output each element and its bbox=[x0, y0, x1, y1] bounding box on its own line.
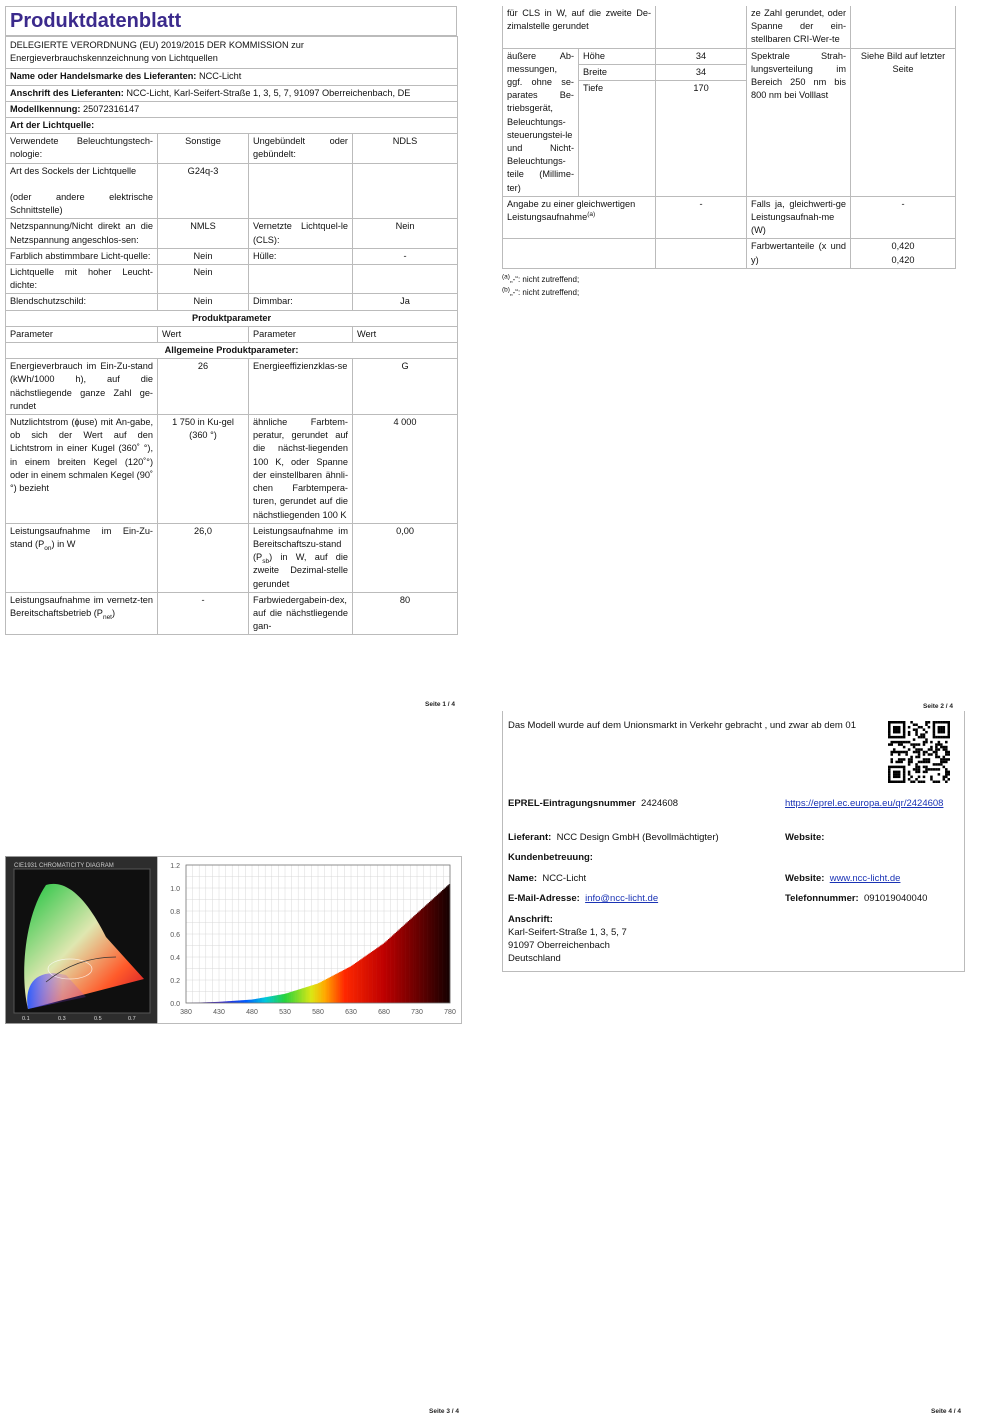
table-row: Lichtquelle mit hoher Leucht-dichte: Nein bbox=[6, 265, 458, 294]
column-header-row: Parameter Wert Parameter Wert bbox=[6, 326, 458, 342]
table-row: Angabe zu einer gleichwertigen Leistungsaufnahme$^{(a)}$ - Falls ja, gleichwerti-ge Leistungsaufnah-me (W) - bbox=[503, 196, 956, 239]
supplier-row: Lieferant: NCC Design GmbH (Bevollmächtigter) bbox=[508, 832, 719, 843]
phone-row: Telefonnummer: 091019040040 bbox=[785, 893, 928, 904]
x-tick-label: 480 bbox=[246, 1009, 258, 1016]
spectrum-chart bbox=[157, 856, 462, 1024]
regulation-text: DELEGIERTE VERORDNUNG (EU) 2019/2015 DER KOMMISSION zur Energieverbrauchskennzeichnung von Lichtquellen bbox=[6, 37, 458, 69]
website-link[interactable]: www.ncc-licht.de bbox=[829, 873, 901, 884]
page-2 bbox=[502, 6, 955, 299]
svg-text:0.5: 0.5 bbox=[94, 1016, 102, 1022]
page-number-3: Seite 3 / 4 bbox=[429, 1408, 459, 1415]
page-number-1: Seite 1 / 4 bbox=[425, 701, 455, 708]
qr-code[interactable] bbox=[888, 721, 950, 788]
footnote-b: $^{(b)}$„-“: nicht zutreffend; bbox=[502, 286, 580, 297]
table-row: Leistungsaufnahme im Ein-Zu-stand $(P_{on})$ in W 26,0 Leistungsaufnahme im Bereitschaftszu-stand $(P_{sb})$ in W, auf die zweite Dezimal-stelle gerundet 0,00 bbox=[6, 523, 458, 592]
x-tick-label: 630 bbox=[345, 1009, 357, 1016]
cie-title: CIE1931 CHROMATICITY DIAGRAM bbox=[14, 863, 114, 869]
contact-name-row: Name: NCC-Licht bbox=[508, 873, 587, 884]
spectrum-chart-svg bbox=[158, 857, 461, 1023]
svg-text:0.7: 0.7 bbox=[128, 1016, 136, 1022]
supplier-name-row: Name oder Handelsmarke des Lieferanten: NCC-Licht bbox=[6, 69, 458, 85]
contact-website-row: Website: www.ncc-licht.de bbox=[785, 873, 901, 884]
x-tick-label: 430 bbox=[213, 1009, 225, 1016]
supplier-table bbox=[5, 36, 458, 635]
y-tick-label: 0.6 bbox=[170, 932, 180, 939]
x-tick-label: 530 bbox=[279, 1009, 291, 1016]
page-1 bbox=[5, 6, 457, 635]
general-params-header: Allgemeine Produktparameter: bbox=[6, 343, 458, 359]
table-row: für CLS in W, auf die zweite De-zimalstelle gerundet ze Zahl gerundet, oder Spanne der ein-stellbaren CRI-Wer-te bbox=[503, 6, 956, 48]
email-link[interactable]: info@ncc-licht.de bbox=[585, 893, 659, 904]
eprel-link[interactable]: https://eprel.ec.europa.eu/qr/2424608 bbox=[785, 798, 944, 809]
params-table-continued bbox=[502, 6, 956, 269]
table-row: Tiefe 170 bbox=[503, 81, 956, 197]
svg-text:0.1: 0.1 bbox=[22, 1016, 30, 1022]
footnote-a: $^{(a)}$„-“: nicht zutreffend; bbox=[502, 273, 580, 284]
address-block: Anschrift: Karl-Seifert-Straße 1, 3, 5, 7 91097 Oberreichenbach Deutschland bbox=[508, 914, 627, 964]
x-tick-label: 780 bbox=[444, 1009, 456, 1016]
table-row: Energieverbrauch im Ein-Zu-stand (kWh/1000 h), auf die nächstliegende ganze Zahl ge-rundet 26 Energieeffizienzklas-se G bbox=[6, 359, 458, 415]
customer-service-label: Kundenbetreuung: bbox=[508, 852, 593, 863]
table-row: äußere Ab-messungen, ggf. ohne se-parates Be-triebsgerät, Beleuchtungs-steuerungstei-le und Nicht-Beleuchtungs-teile (Millime-ter) Höhe 34 Spektrale Strah-lungsverteilung im Bereich 250 nm bis 800 nm bei Volllast Siehe Bild auf letzter Seite bbox=[503, 48, 956, 64]
table-row: Verwendete Beleuchtungstech-nologie: Sonstige Ungebündelt oder gebündelt: NDLS bbox=[6, 134, 458, 163]
x-tick-label: 580 bbox=[312, 1009, 324, 1016]
table-row: Art des Sockels der Lichtquelle (oder andere elektrische Schnittstelle) G24q-3 bbox=[6, 163, 458, 219]
y-tick-label: 0.4 bbox=[170, 955, 180, 962]
eprel-row: EPREL-Eintragungsnummer 2424608 bbox=[508, 798, 679, 809]
table-row: Nutzlichtstrom (ɸuse) mit An-gabe, ob sich der Wert auf den Lichtstrom in einer Kugel (360˚ °), in einem breiten Kegel (120˚°) oder in einem schmalen Kegel (90˚ °) bezieht 1 750 in Ku-gel (360 °) ähnliche Farbtem-peratur, gerundet auf die nächst-liegenden 100 K, oder Spanne der einstellbaren ähnli-chen Farbtempera-turen, gerundet auf die nächstliegenden 100 K 4 000 bbox=[6, 415, 458, 524]
page-title: Produktdatenblatt bbox=[5, 6, 457, 36]
cie-diagram-figure bbox=[6, 857, 158, 1023]
model-id-row: Modellkennung: 25072316147 bbox=[6, 101, 458, 117]
table-row: Netzspannung/Nicht direkt an die Netzspannung angeschlos-sen: NMLS Vernetzte Lichtquel-le (CLS): Nein bbox=[6, 219, 458, 248]
cie-diagram bbox=[5, 856, 159, 1024]
y-tick-label: 0.0 bbox=[170, 1001, 180, 1008]
y-tick-label: 0.2 bbox=[170, 978, 180, 985]
page-4 bbox=[502, 711, 965, 972]
table-row: Farbwertanteile (x und y) 0,420 0,420 bbox=[503, 239, 956, 268]
y-tick-label: 1.0 bbox=[170, 886, 180, 893]
page-number-4: Seite 4 / 4 bbox=[931, 1408, 961, 1415]
supplier-address-row: Anschrift des Lieferanten: NCC-Licht, Karl-Seifert-Straße 1, 3, 5, 7, 91097 Oberreichenbach, DE bbox=[6, 85, 458, 101]
y-tick-label: 0.8 bbox=[170, 909, 180, 916]
svg-text:0.3: 0.3 bbox=[58, 1016, 66, 1022]
table-row: Farblich abstimmbare Licht-quelle: Nein Hülle: - bbox=[6, 248, 458, 264]
table-row: Breite 34 bbox=[503, 64, 956, 80]
email-row: E-Mail-Adresse: info@ncc-licht.de bbox=[508, 893, 659, 904]
table-row: Leistungsaufnahme im vernetz-ten Bereitschaftsbetrieb $(P_{net})$ - Farbwiedergabein-dex, auf die nächstliegende gan- 80 bbox=[6, 592, 458, 635]
table-row: Blendschutzschild: Nein Dimmbar: Ja bbox=[6, 294, 458, 310]
page-number-2: Seite 2 / 4 bbox=[923, 703, 953, 710]
product-params-header: Produktparameter bbox=[6, 310, 458, 326]
qr-code-image bbox=[888, 721, 950, 783]
x-tick-label: 730 bbox=[411, 1009, 423, 1016]
y-tick-label: 1.2 bbox=[170, 863, 180, 870]
light-source-type-header: Art der Lichtquelle: bbox=[6, 118, 458, 134]
market-text: Das Modell wurde auf dem Unionsmarkt in Verkehr gebracht , und zwar ab dem 01 bbox=[508, 720, 856, 731]
x-tick-label: 680 bbox=[378, 1009, 390, 1016]
website-label: Website: bbox=[785, 832, 825, 843]
x-tick-label: 380 bbox=[180, 1009, 192, 1016]
